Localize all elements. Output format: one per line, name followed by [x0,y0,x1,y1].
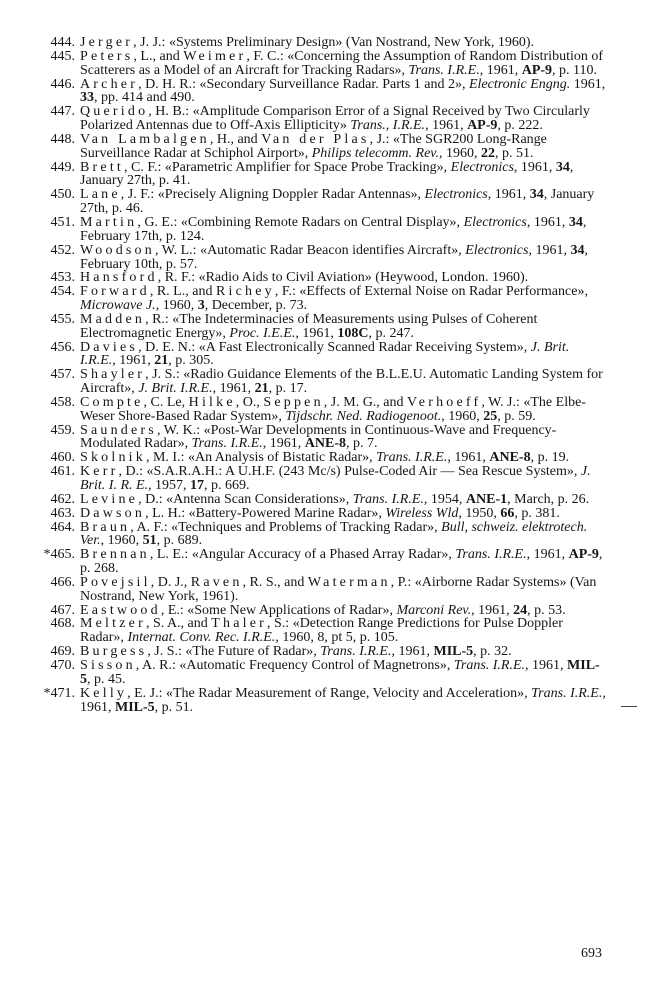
reference-number: 457. [50,367,75,383]
volume-number: MIL-5 [115,699,155,715]
reference-text: , 1961, [425,118,468,134]
author-name: Davies [80,339,139,355]
author-name: Meltzer [80,616,146,632]
reference-entry [0,465,606,493]
reference-number: 452. [50,242,75,258]
author-name: Skolnik [80,450,146,466]
journal-title: Tijdschr. Ned. Radiogenoot. [285,408,442,424]
volume-number: 22 [481,145,495,161]
author-name: Van der Plas [261,131,370,147]
reference-text: , J. J.: «Systems Preliminary Design» (Van Nostrand, New York, 1960). [133,35,535,50]
reference-text: , p. 669. [204,478,250,493]
reference-text: , W. K.: «Post-War Developments in Continuous-Wave and Frequency-Modulated Radar», [80,422,557,452]
reference-text: , S. A., and [145,616,212,632]
reference-text: , 1961, [295,325,338,341]
author-name: Martin [80,214,138,230]
reference-text: , 1954, [423,491,466,507]
reference-entry [0,133,606,161]
reference-number: 447. [50,104,75,120]
reference-text: , January 27th, p. 46. [80,187,595,217]
reference-text: , O., [235,394,264,410]
author-name: Thaler [211,616,268,632]
author-name: Hilke [188,394,236,410]
volume-number: 21 [154,353,169,369]
reference-number: 461. [50,464,75,480]
journal-title: Proc. I.E.E. [229,325,296,341]
reference-list [0,36,648,714]
reference-entry [0,548,606,576]
author-name: Lane [80,187,121,203]
author-name: Van Lambalgen [80,131,210,147]
volume-number: AP-9 [521,62,553,78]
reference-entry [0,285,606,313]
reference-entry [0,271,606,285]
author-name: Seppen [263,394,324,410]
reference-entry [0,368,606,396]
volume-number: 66 [500,505,515,521]
reference-text: , M. I.: «An Analysis of Bistatic Radar», [145,450,377,466]
volume-number: ANE-8 [489,450,531,466]
reference-text: , R. S., and [242,574,308,590]
reference-entry [0,105,606,133]
reference-text: , pp. 414 and 490. [94,90,195,106]
reference-entry [0,424,606,452]
reference-text: , p. 110. [552,62,598,78]
margin-mark [621,706,637,707]
reference-text: , 1961, [391,644,434,660]
reference-text: , D.: «S.A.R.A.H.: A U.H.F. (243 Mc/s) Pulse-Coded Air — Sea Rescue System», [118,464,581,480]
journal-title: Electronics [424,187,488,203]
reference-text: , March, p. 26. [507,491,590,507]
journal-title: Philips telecomm. Rev. [311,145,439,161]
reference-text: , p. 268. [80,547,603,577]
journal-title: Marconi Rev. [396,602,472,618]
reference-text: , February 17th, p. 124. [80,214,587,244]
volume-number: 51 [142,533,157,549]
reference-text: , 1961, [80,685,606,715]
reference-text: , L. H.: «Battery-Powered Marine Radar», [145,505,386,521]
journal-title: Bull, schweiz. elektrotech. Ver. [80,519,588,549]
reference-text: , A. F.: «Techniques and Problems of Tracking Radar», [130,519,442,535]
reference-entry [0,78,606,106]
author-name: Braun [80,519,131,535]
reference-text: , R. F.: «Radio Aids to Civil Aviation» (Heywood, London. 1960). [157,270,529,286]
reference-number: 455. [50,311,75,327]
reference-entry [0,451,606,465]
reference-text: , p. 59. [497,408,536,424]
journal-title: Internat. Conv. Rec. I.R.E. [127,630,276,646]
reference-text: , E.: «Some New Applications of Radar», [160,602,397,618]
reference-text: , E. J.: «The Radar Measurement of Range, Velocity and Acceleration», [127,685,532,701]
reference-number: 459. [50,422,75,438]
author-name: Povejsil [80,574,151,590]
reference-text: , W. L.: «Automatic Radar Beacon identifies Aircraft», [154,242,466,258]
volume-number: AP-9 [467,118,498,134]
journal-title: Electronics [465,242,529,258]
reference-text: , p. 53. [527,602,566,618]
journal-title: Wireless Wld [385,505,459,521]
reference-entry [0,576,606,604]
reference-text: , H. B.: «Amplitude Comparison Error of a Signal Received by Two Circularly Polarized Antennas due to Off-Axis Ellipticity» [80,104,590,134]
author-name: Forward [80,284,150,300]
author-name: Raven [190,574,243,590]
volume-number: 25 [483,408,498,424]
journal-title: J. Brit. I.R.E. [80,339,570,369]
reference-entry [0,521,606,549]
journal-title: Trans. I.R.E. [376,450,448,466]
reference-entry [0,50,606,78]
volume-number: 34 [570,242,585,258]
reference-number: 466. [50,574,75,590]
reference-entry [0,216,606,244]
author-name: Brennan [80,547,150,563]
reference-text: , J. F.: «Precisely Aligning Doppler Radar Antennas», [120,187,425,203]
reference-number: 469. [50,644,75,660]
reference-number: 467. [50,602,75,618]
reference-number: 456. [50,339,75,355]
author-name: Jerger [80,35,134,50]
author-name: Kelly [80,685,128,701]
page-number: 693 [581,946,602,961]
reference-text: , 1961, [447,450,490,466]
reference-text: , H., and [209,131,262,147]
reference-entry [0,645,606,659]
reference-number: 463. [50,505,75,521]
author-name: Levine [80,491,139,507]
reference-entry [0,604,606,618]
journal-title: Trans. I.R.E. [191,436,263,452]
reference-text: , 1961, [528,242,571,258]
reference-text: , p. 247. [368,325,414,341]
reference-entry [0,188,606,216]
journal-title: Trans., I.R.E. [350,118,426,134]
reference-text: , 1961, [526,547,569,563]
volume-number: ANE-8 [304,436,347,452]
reference-entry [0,244,606,272]
journal-title: Microwave J. [80,298,156,314]
reference-text: , p. 381. [514,505,560,521]
reference-entry [0,341,606,369]
reference-number: 458. [50,394,75,410]
volume-number: MIL-5 [80,657,600,687]
reference-text: , p. 17. [268,381,308,397]
journal-title: J. Brit. I. R. E. [80,464,591,493]
journal-title: Trans. I.R.E. [455,547,527,563]
reference-entry [0,313,606,341]
author-name: Shayler [80,367,146,383]
reference-entry [0,161,606,189]
author-name: Weimer [183,48,247,64]
reference-text: , p. 305. [168,353,214,369]
volume-number: MIL-5 [433,644,474,660]
volume-number: 34 [529,187,544,203]
reference-number: 451. [50,214,75,230]
reference-number: *465. [43,547,75,563]
volume-number: 3 [197,298,205,314]
reference-text: , p. 689. [156,533,203,549]
reference-text: , J. S.: «Radio Guidance Elements of the B.L.E.U. Automatic Landing System for Aircraft», [80,367,603,397]
journal-title: Trans. I.R.E. [408,62,480,78]
reference-number: 444. [50,35,75,50]
reference-text: , R. L., and [149,284,216,300]
reference-text: , 1961, [471,602,514,618]
author-name: Burgess [80,644,148,660]
reference-number: 454. [50,284,75,300]
journal-title: Electronics [450,159,514,175]
reference-text: , G. E.: «Combining Remote Radars on Central Display», [137,214,464,230]
reference-text: , 1957, [148,478,191,493]
journal-title: Trans. I.R.E. [531,685,603,701]
volume-number: 33 [80,90,94,106]
reference-text: , 1960, 8, pt 5, p. 105. [275,630,399,646]
journal-title: Electronic Engng. [468,76,571,92]
reference-text: , 1961, [212,381,255,397]
reference-text: , 1961, [525,657,568,673]
reference-entry [0,659,606,687]
volume-number: 34 [568,214,583,230]
reference-text: , p. 51. [154,699,194,715]
reference-number: 462. [50,491,75,507]
author-name: Peters [80,48,134,64]
reference-text: , F.: «Effects of External Noise on Radar Performance», [274,284,588,300]
volume-number: 17 [190,478,205,493]
reference-number: 453. [50,270,75,286]
author-name: Eastwood [80,602,161,618]
reference-text: , p. 32. [473,644,512,660]
author-name: Brett [80,159,124,175]
reference-number: 449. [50,159,75,175]
volume-number: ANE-1 [465,491,508,507]
reference-text: , 1961, [487,187,530,203]
reference-text: , C. F.: «Parametric Amplifier for Space Probe Tracking», [124,159,451,175]
reference-text: , 1961, [479,62,522,78]
reference-number: 445. [50,48,75,64]
author-name: Hansford [80,270,158,286]
reference-text: , p. 51. [495,145,534,161]
author-name: Kerr [80,464,119,480]
reference-entry [0,493,606,507]
reference-text: , 1960, [155,298,198,314]
reference-number: 450. [50,187,75,203]
reference-text: , 1961, [262,436,305,452]
volume-number: 24 [513,602,528,618]
author-name: Richey [215,284,275,300]
author-name: Saunders [80,422,157,438]
author-name: Woodson [80,242,155,258]
reference-text: , W. J.: «The Elbe-Weser Shore-Based Radar System», [80,394,586,424]
reference-entry [0,36,606,50]
volume-number: 34 [555,159,570,175]
reference-text: , J. M. G., and [323,394,408,410]
journal-title: Trans. I.R.E. [352,491,424,507]
journal-title: Electronics [463,214,527,230]
reference-number: 464. [50,519,75,535]
author-name: Madden [80,311,146,327]
volume-number: 21 [254,381,269,397]
reference-text: , L., and [133,48,184,64]
reference-text: 1961, [570,76,606,92]
reference-entry [0,507,606,521]
reference-entry [0,396,606,424]
reference-entry [0,687,606,715]
author-name: Dawson [80,505,146,521]
reference-text: , D.: «Antenna Scan Considerations», [138,491,353,507]
reference-number: 460. [50,450,75,466]
reference-text: , R.: «The Indeterminacies of Measurements using Pulses of Coherent Electromagnetic Energy», [80,311,538,341]
reference-number: 468. [50,616,75,632]
reference-text: , 1950, [458,505,501,521]
reference-text: , December, p. 73. [204,298,308,314]
reference-text: , D. J., [150,574,191,590]
reference-text: , P.: «Airborne Radar Systems» (Van Nostrand, New York, 1961). [80,574,597,604]
reference-text: , J.: «The SGR200 Long-Range Surveillance Radar at Schiphol Airport», [80,131,547,161]
reference-text: , p. 19. [530,450,570,466]
reference-text: , p. 7. [346,436,378,452]
reference-text: , D. H. R.: «Secondary Surveillance Radar. Parts 1 and 2», [138,76,469,92]
reference-text: , F. C.: «Concerning the Assumption of Random Distribution of Scatterers as a Model of an Aircraft for Tracking Radars», [80,48,604,78]
author-name: Waterman [307,574,391,590]
reference-entry [0,617,606,645]
reference-number: *471. [43,685,75,701]
reference-text: , 1961, [112,353,155,369]
author-name: Verhoeff [407,394,482,410]
reference-text: , C. Le, [143,394,189,410]
journal-title: Trans. I.R.E. [453,657,526,673]
volume-number: 108C [337,325,369,341]
volume-number: AP-9 [568,547,599,563]
reference-text: , 1961, [513,159,556,175]
journal-title: Trans. I.R.E. [320,644,392,660]
reference-text: , L. E.: «Angular Accuracy of a Phased Array Radar», [149,547,456,563]
author-name: Archer [80,76,139,92]
reference-text: , February 10th, p. 57. [80,242,588,272]
reference-text: , S.: «Detection Range Predictions for Pulse Doppler Radar», [80,616,563,646]
reference-text: , January 27th, p. 41. [80,159,574,189]
reference-text: , 1960, [439,145,481,161]
reference-text: , p. 45. [87,671,126,687]
author-name: Compte [80,394,144,410]
reference-text: , 1960, [100,533,143,549]
reference-text: , A. R.: «Automatic Frequency Control of Magnetrons», [135,657,454,673]
reference-text: , D. E. N.: «A Fast Electronically Scanned Radar Receiving System», [138,339,531,355]
reference-text: , J. S.: «The Future of Radar», [147,644,321,660]
reference-number: 448. [50,131,75,147]
reference-text: , p. 222. [497,118,543,134]
author-name: Sisson [80,657,136,673]
author-name: Querido [80,104,149,120]
reference-number: 446. [50,76,75,92]
reference-text: , 1960, [441,408,484,424]
reference-text: , 1961, [526,214,569,230]
journal-title: J. Brit. I.R.E. [138,381,213,397]
reference-number: 470. [50,657,75,673]
